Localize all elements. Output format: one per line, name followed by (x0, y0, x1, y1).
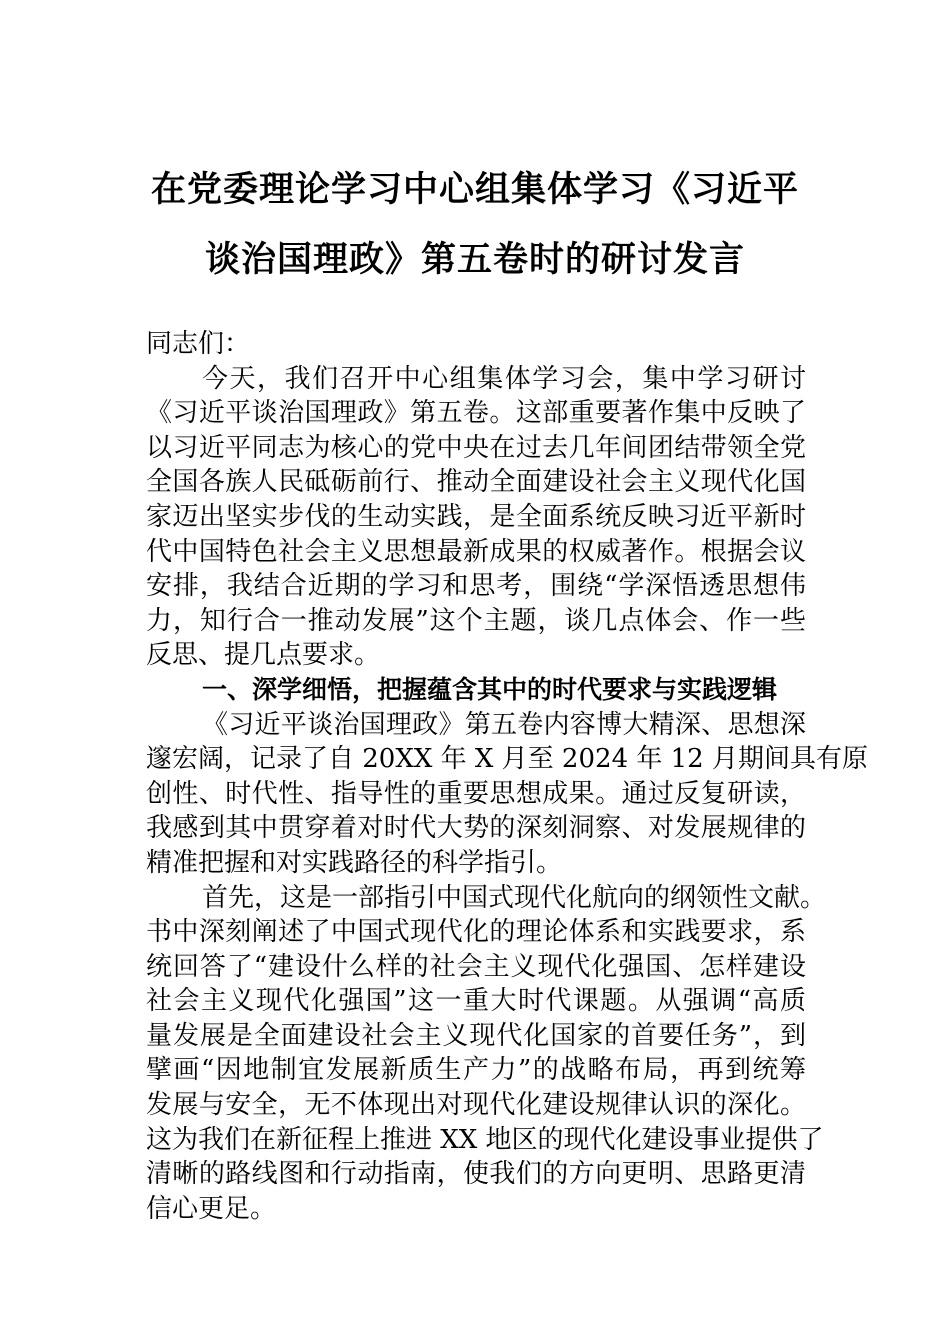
paragraph-line: 首先，这是一部指引中国式现代化航向的纲领性文献。 (202, 882, 827, 913)
paragraph-line: 今天，我们召开中心组集体学习会，集中学习研讨 (202, 363, 806, 394)
section-heading: 一、深学细悟，把握蕴含其中的时代要求与实践逻辑 (202, 674, 778, 704)
paragraph-line: 家迈出坚实步伐的生动实践，是全面系统反映习近平新时 (146, 501, 806, 532)
paragraph-line: 安排，我结合近期的学习和思考，围绕“学深悟透思想伟 (146, 571, 806, 602)
paragraph-line: 擘画“因地制宜发展新质生产力”的战略布局，再到统筹 (146, 1055, 806, 1086)
paragraph-line: 发展与安全，无不体现出对现代化建设规律认识的深化。 (146, 1090, 806, 1121)
paragraph-line: 反思、提几点要求。 (146, 640, 381, 671)
paragraph-line: 书中深刻阐述了中国式现代化的理论体系和实践要求，系 (146, 917, 806, 948)
document-body (146, 327, 868, 1226)
paragraph-line: 力，知行合一推动发展”这个主题，谈几点体会、作一些 (146, 605, 806, 636)
paragraph-line: 精准把握和对实践路径的科学指引。 (146, 847, 563, 878)
paragraph-line: 代中国特色社会主义思想最新成果的权威著作。根据会议 (146, 536, 806, 567)
paragraph-line: 信心更足。 (146, 1193, 277, 1224)
paragraph-line: 社会主义现代化强国”这一重大时代课题。从强调“高质 (146, 986, 806, 1017)
salutation: 同志们： (146, 329, 251, 359)
document-title-line-2: 谈治国理政》第五卷时的研讨发言 (204, 239, 745, 280)
paragraph-line: 全国各族人民砥砺前行、推动全面建设社会主义现代化国 (146, 467, 806, 498)
paragraph-line: 这为我们在新征程上推进 XX 地区的现代化建设事业提供了 (146, 1124, 824, 1155)
paragraph-line: 创性、时代性、指导性的重要思想成果。通过反复研读， (146, 778, 806, 809)
paragraph-line: 统回答了“建设什么样的社会主义现代化强国、怎样建设 (146, 951, 806, 982)
paragraph-line: 量发展是全面建设社会主义现代化国家的首要任务”，到 (146, 1020, 806, 1051)
paragraph-line: 以习近平同志为核心的党中央在过去几年间团结带领全党 (146, 432, 806, 463)
section1-paragraph-2 (146, 881, 827, 1227)
paragraph-line: 邃宏阔，记录了自 20XX 年 X 月至 2024 年 12 月期间具有原 (146, 744, 868, 775)
paragraph-line: 清晰的路线图和行动指南，使我们的方向更明、思路更清 (146, 1159, 806, 1190)
paragraph-line: 《习近平谈治国理政》第五卷。这部重要著作集中反映了 (146, 398, 806, 429)
intro-paragraph (146, 362, 806, 673)
section1-paragraph-1 (146, 708, 868, 881)
paragraph-line: 《习近平谈治国理政》第五卷内容博大精深、思想深 (202, 709, 806, 740)
document-title-line-1: 在党委理论学习中心组集体学习《习近平 (150, 169, 799, 210)
paragraph-line: 我感到其中贯穿着对时代大势的深刻洞察、对发展规律的 (146, 813, 806, 844)
